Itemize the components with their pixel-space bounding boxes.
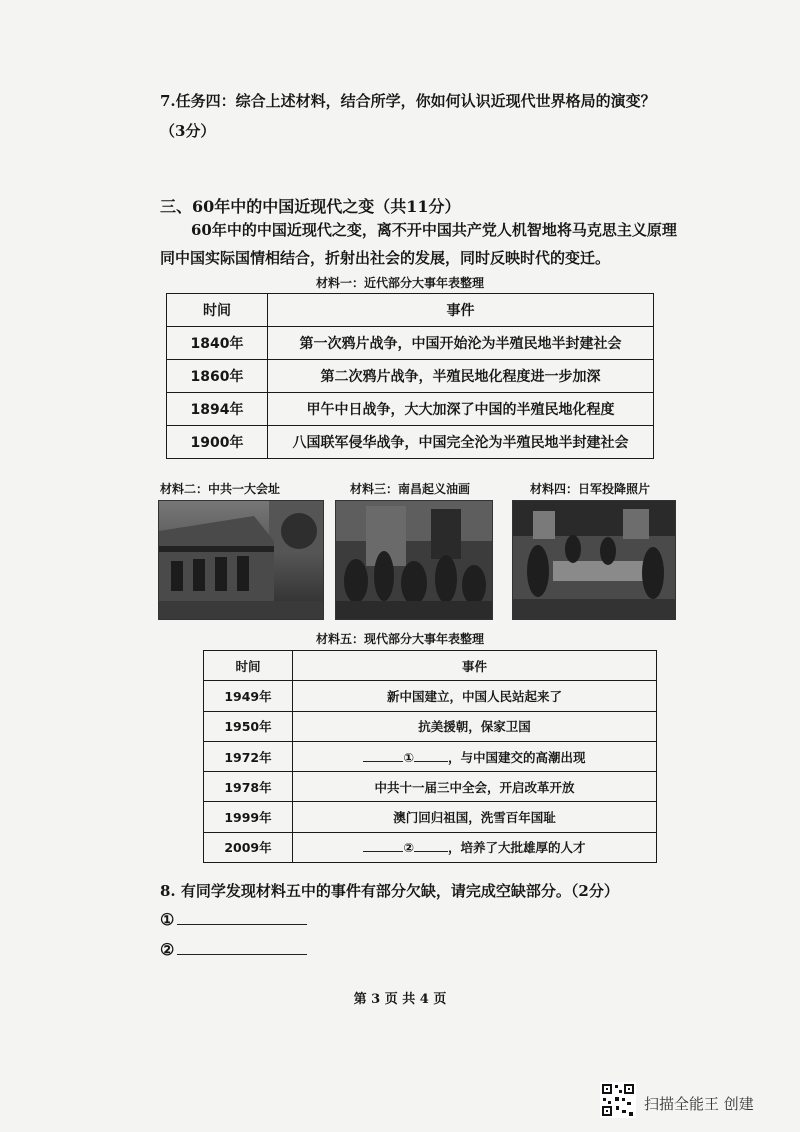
event-cell: 新中国建立，中国人民站起来了 bbox=[293, 681, 657, 711]
year-cell: 1949年 bbox=[204, 681, 293, 711]
blank-mark-2: ② bbox=[403, 840, 415, 856]
table-row bbox=[204, 711, 657, 741]
uprising-painting bbox=[335, 500, 493, 620]
header-event: 事件 bbox=[268, 294, 654, 327]
event-cell: 抗美援朝，保家卫国 bbox=[293, 711, 657, 741]
event-cell: 甲午中日战争，大大加深了中国的半殖民地化程度 bbox=[268, 393, 654, 426]
answer-line-2[interactable] bbox=[160, 940, 307, 959]
table-row bbox=[204, 741, 657, 771]
meeting-site-photo bbox=[158, 500, 324, 620]
question-7: 7.任务四：综合上述材料，结合所学，你如何认识近现代世界格局的演变？（3分） bbox=[160, 92, 656, 140]
section-3-intro: 60年中的中国近现代之变，离不开中国共产党人机智地将马克思主义原理同中国实际国情相结合，折射出社会的发展，同时反映时代的变迁。 bbox=[160, 221, 677, 267]
material1-caption: 材料一：近代部分大事年表整理 bbox=[315, 276, 484, 290]
blank-line bbox=[414, 761, 448, 762]
table-row bbox=[204, 772, 657, 802]
header-time: 时间 bbox=[167, 294, 268, 327]
year-cell: 1840年 bbox=[167, 327, 268, 360]
answer-blank-1[interactable] bbox=[177, 910, 307, 925]
blank-line bbox=[414, 851, 448, 852]
blank-mark-1: ① bbox=[403, 749, 415, 765]
blank-line bbox=[363, 851, 403, 852]
event-text: ，与中国建交的高潮出现 bbox=[448, 749, 586, 765]
answer-mark-1: ① bbox=[160, 910, 175, 929]
year-cell: 1894年 bbox=[167, 393, 268, 426]
event-cell: 八国联军侵华战争，中国完全沦为半殖民地半封建社会 bbox=[268, 426, 654, 459]
year-cell: 1999年 bbox=[204, 802, 293, 832]
material4-caption: 材料四：日军投降照片 bbox=[530, 482, 651, 496]
answer-mark-2: ② bbox=[160, 940, 175, 959]
blank-line bbox=[363, 761, 403, 762]
table-row bbox=[204, 832, 657, 862]
surrender-photo bbox=[512, 500, 676, 620]
year-cell: 1860年 bbox=[167, 360, 268, 393]
year-cell: 1978年 bbox=[204, 772, 293, 802]
material2-caption: 材料二：中共一大会址 bbox=[160, 482, 281, 496]
table-row bbox=[167, 360, 654, 393]
page-number: 第 3 页 共 4 页 bbox=[353, 992, 447, 1007]
event-cell: 中共十一届三中全会，开启改革开放 bbox=[293, 772, 657, 802]
year-cell: 1950年 bbox=[204, 711, 293, 741]
header-event: 事件 bbox=[293, 651, 657, 681]
event-cell: 第一次鸦片战争，中国开始沦为半殖民地半封建社会 bbox=[268, 327, 654, 360]
material3-caption: 材料三：南昌起义油画 bbox=[350, 482, 471, 496]
event-text: ，培养了大批雄厚的人才 bbox=[448, 840, 586, 856]
event-cell bbox=[293, 832, 657, 862]
event-cell: 澳门回归祖国，洗雪百年国耻 bbox=[293, 802, 657, 832]
qr-code-icon bbox=[600, 1082, 636, 1118]
event-cell: 第二次鸦片战争，半殖民地化程度进一步加深 bbox=[268, 360, 654, 393]
material5-table bbox=[203, 650, 657, 863]
answer-blank-2[interactable] bbox=[177, 940, 307, 955]
table-row bbox=[167, 393, 654, 426]
table-row bbox=[167, 327, 654, 360]
table-row bbox=[167, 426, 654, 459]
answer-line-1[interactable] bbox=[160, 910, 307, 929]
year-cell: 1972年 bbox=[204, 741, 293, 771]
material5-caption: 材料五：现代部分大事年表整理 bbox=[315, 632, 484, 646]
year-cell: 1900年 bbox=[167, 426, 268, 459]
question-8: 8. 有同学发现材料五中的事件有部分欠缺，请完成空缺部分。（2分） bbox=[160, 882, 619, 900]
material1-table bbox=[166, 293, 654, 459]
header-time: 时间 bbox=[204, 651, 293, 681]
section-3-title: 三、60年中的中国近现代之变（共11分） bbox=[160, 197, 461, 216]
event-cell bbox=[293, 741, 657, 771]
table-row bbox=[204, 802, 657, 832]
watermark-text: 扫描全能王 创建 bbox=[644, 1095, 754, 1113]
table-row bbox=[204, 681, 657, 711]
year-cell: 2009年 bbox=[204, 832, 293, 862]
